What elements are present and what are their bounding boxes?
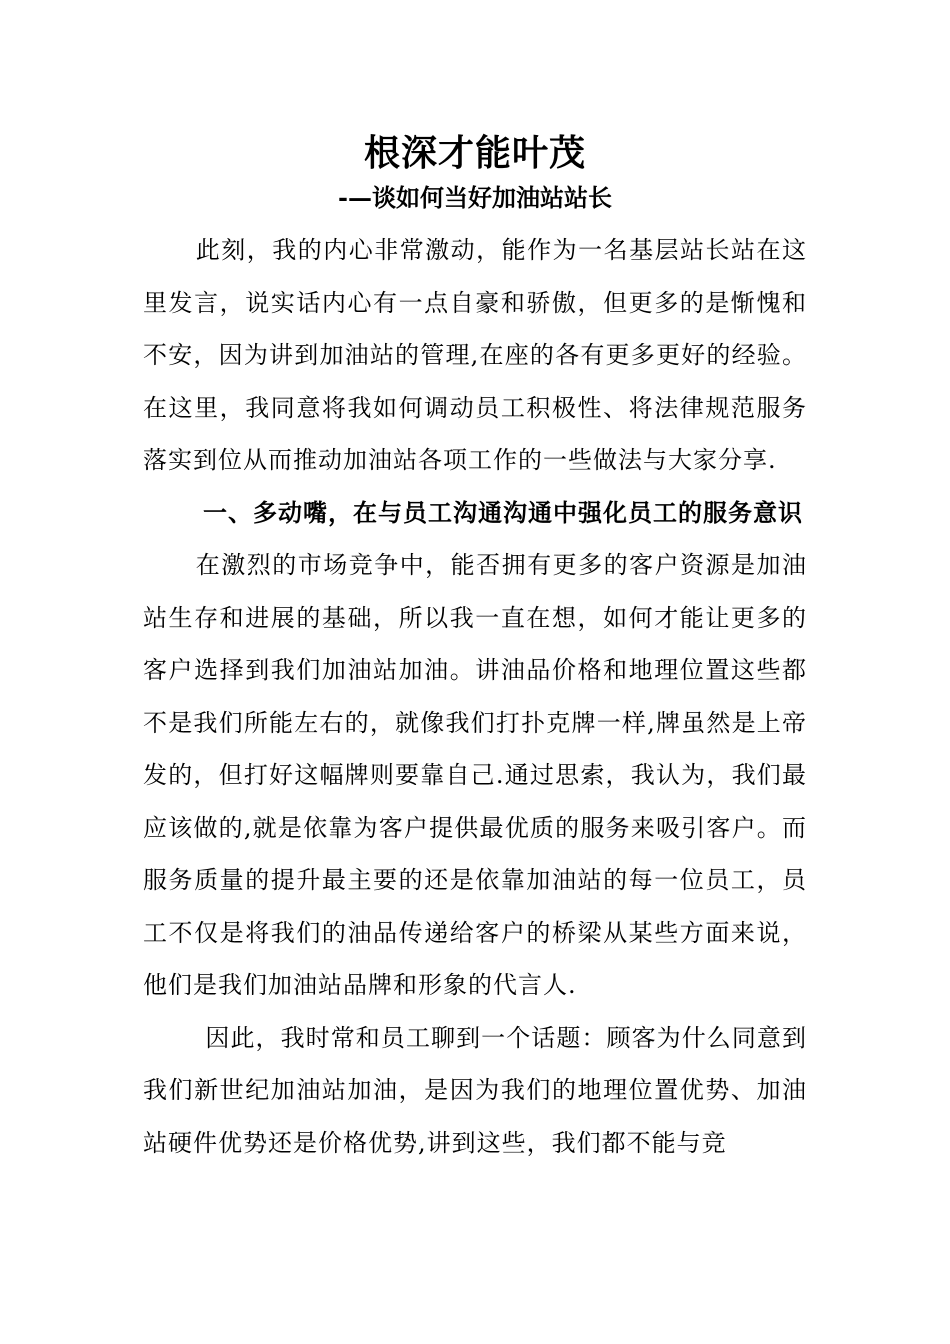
section-heading-1: 一、多动嘴，在与员工沟通沟通中强化员工的服务意识	[203, 497, 803, 527]
intro-paragraph: 此刻，我的内心非常激动，能作为一名基层站长站在这里发言，说实话内心有一点自豪和骄傲，但更多的是惭愧和不安，因为讲到加油站的管理,在座的各有更多更好的经验。在这里，我同意将我如何调动员工积极性、将法律规范服务落实到位从而推动加油站各项工作的一些做法与大家分享.	[143, 236, 807, 474]
section1-paragraph-1: 在激烈的市场竞争中，能否拥有更多的客户资源是加油站生存和进展的基础，所以我一直在想，如何才能让更多的客户选择到我们加油站加油。讲油品价格和地理位置这些都不是我们所能左右的，就像我们打扑克牌一样,牌虽然是上帝发的，但打好这幅牌则要靠自己.通过思索，我认为，我们最应该做的,就是依靠为客户提供最优质的服务来吸引客户。而服务质量的提升最主要的还是依靠加油站的每一位员工，员工不仅是将我们的油品传递给客户的桥梁从某些方面来说，他们是我们加油站品牌和形象的代言人.	[143, 551, 807, 999]
section1-paragraph-2: 因此，我时常和员工聊到一个话题：顾客为什么同意到我们新世纪加油站加油，是因为我们的地理位置优势、加油站硬件优势还是价格优势,讲到这些，我们都不能与竞	[143, 1023, 807, 1157]
document-body	[143, 128, 807, 1169]
document-title: 根深才能叶茂	[363, 132, 586, 174]
document-subtitle: -—谈如何当好加油站站长	[338, 183, 612, 212]
